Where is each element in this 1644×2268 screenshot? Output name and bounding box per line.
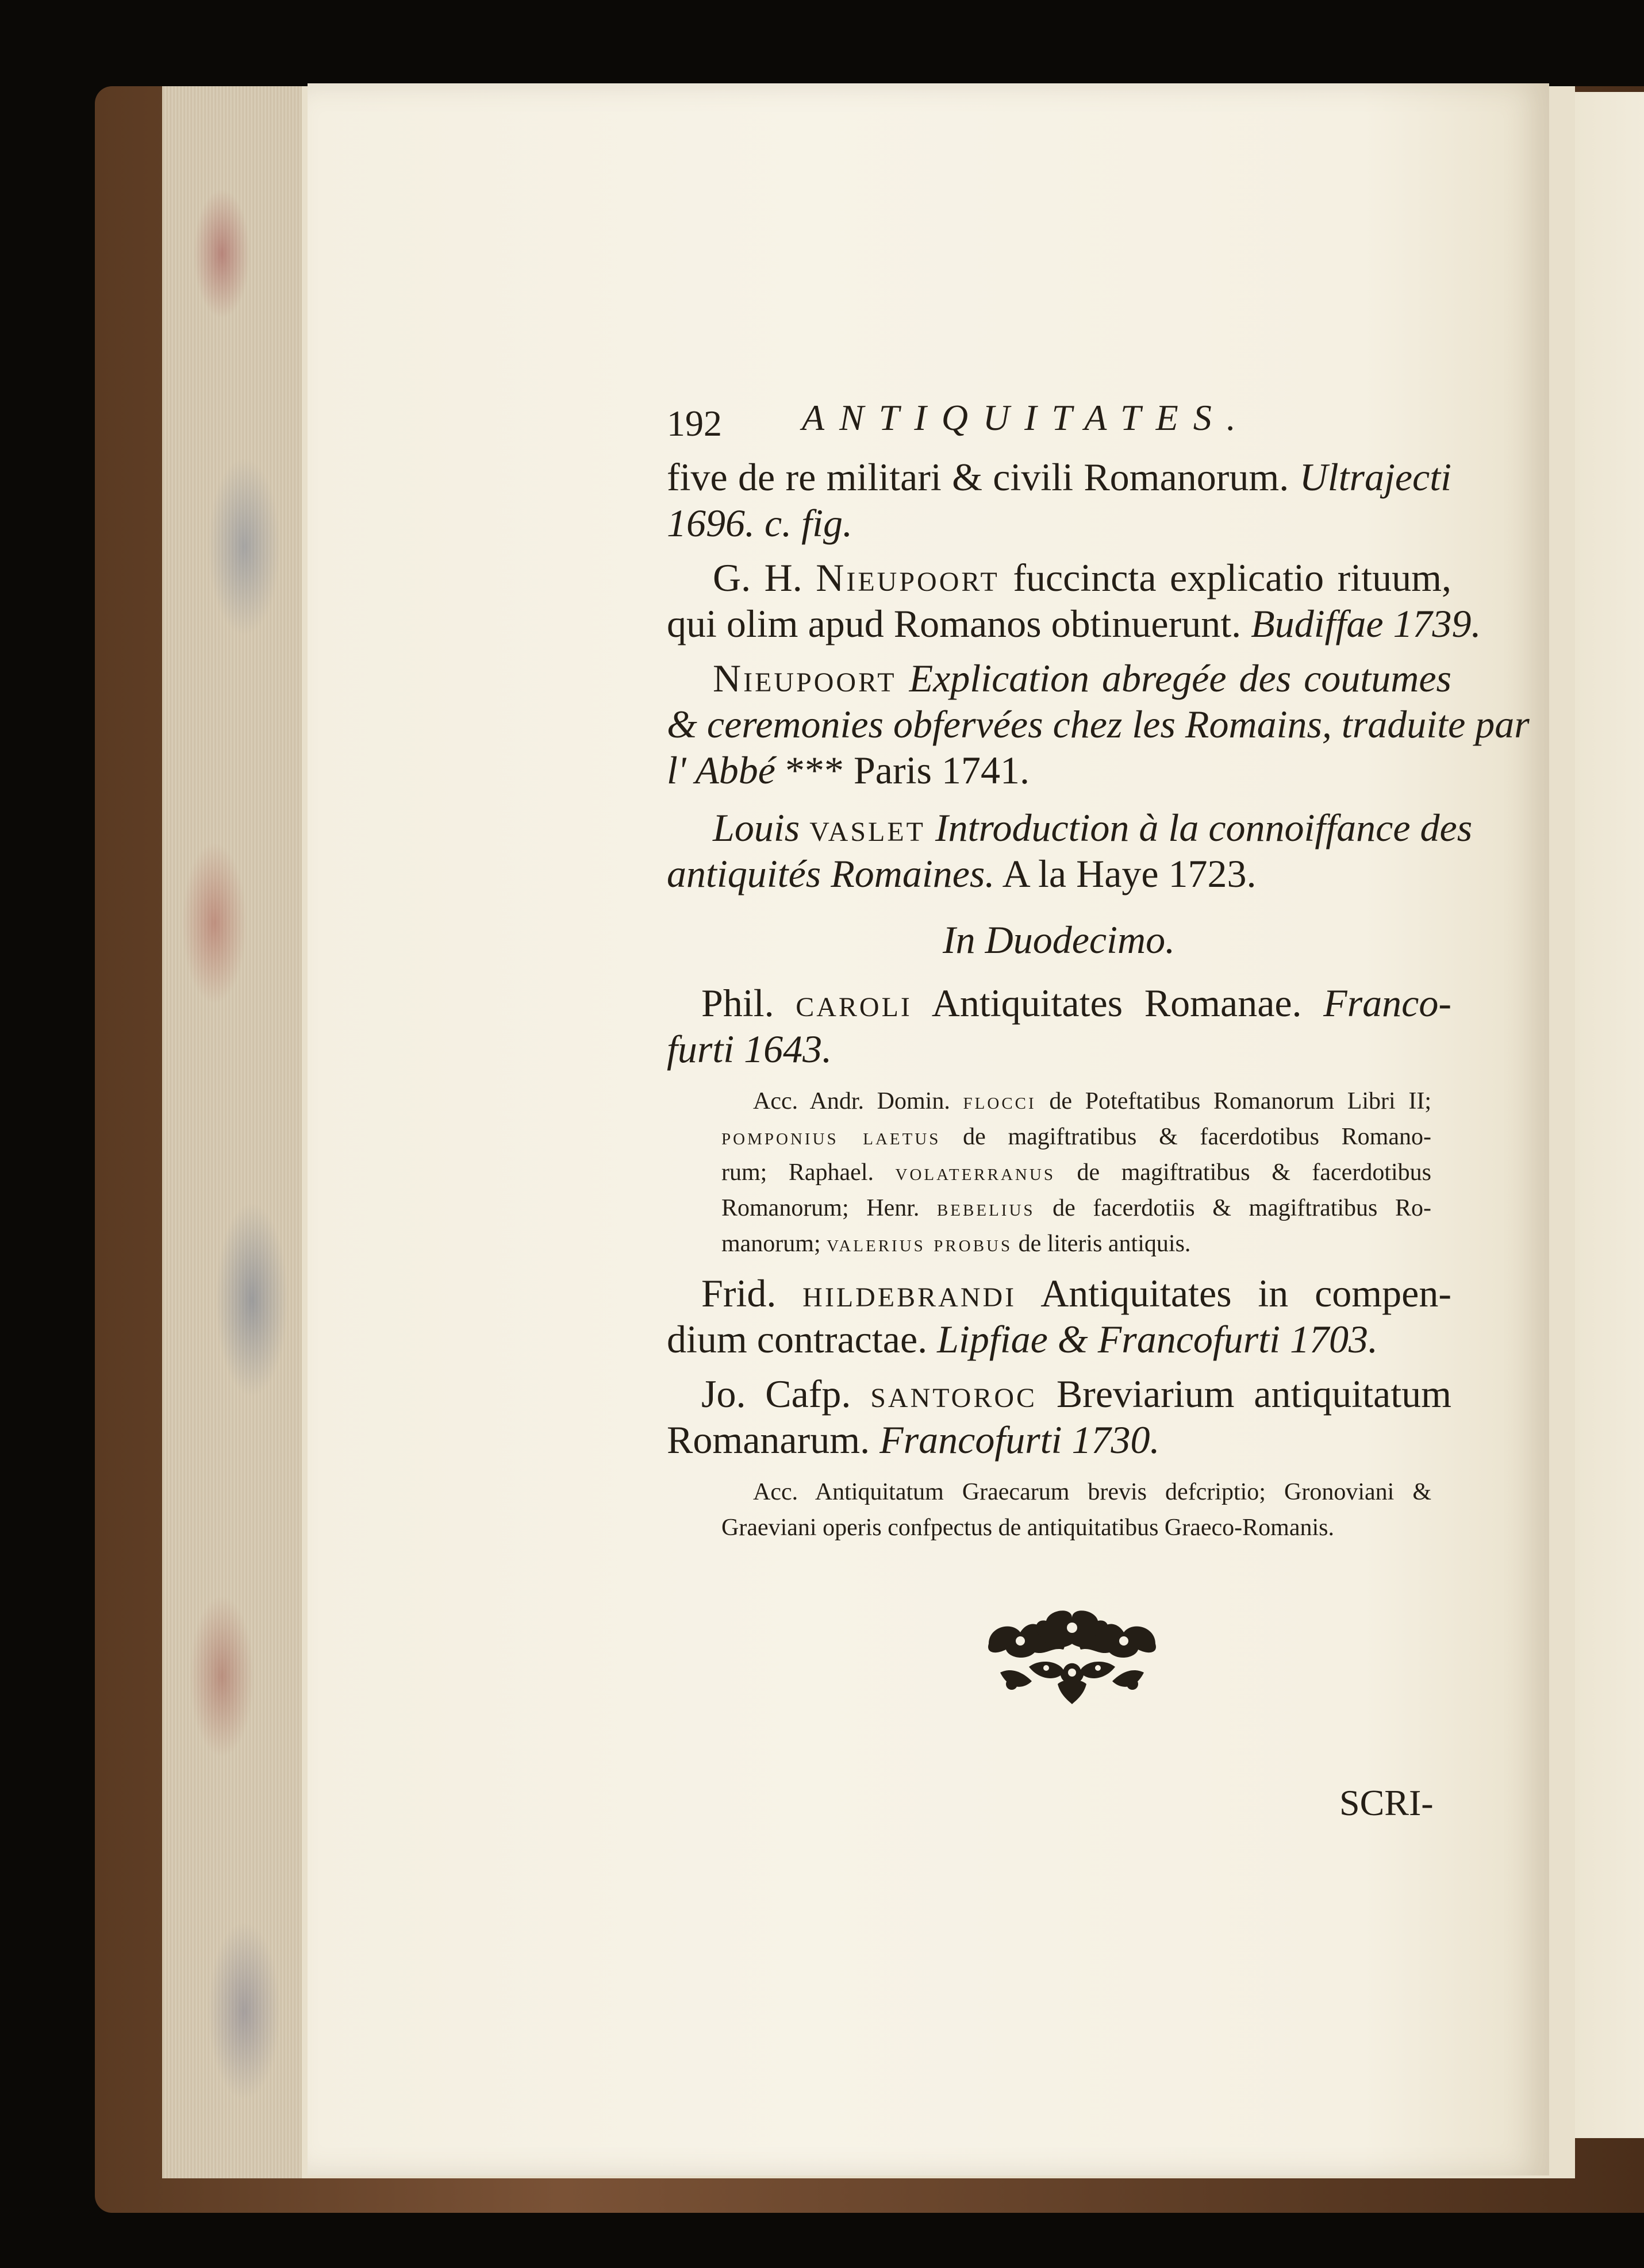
running-title: ANTIQUITATES. (802, 397, 1251, 438)
text-line (667, 980, 1451, 1026)
roman-run: de literis antiquis. (1012, 1231, 1191, 1257)
roman-run: Acc. Andr. Domin. (753, 1088, 963, 1114)
roman-run: de magiftratibus & facerdotibus Romano- (940, 1124, 1431, 1150)
roman-run: Jo. Cafp. (701, 1372, 871, 1416)
text-line (667, 500, 1451, 546)
smallcaps-run: santoroc (870, 1372, 1038, 1416)
roman-run: Antiquitates Romanae. (912, 981, 1324, 1025)
smallcaps-run: caroli (796, 981, 912, 1025)
text-line (667, 454, 1451, 500)
roman-run: Acc. Antiquitatum Graecarum brevis defcriptio; Gronoviani & (753, 1479, 1431, 1505)
roman-run (897, 656, 909, 700)
roman-run: manorum; (721, 1231, 827, 1257)
smallcaps-run: hildebrandi (802, 1271, 1017, 1315)
note-line (721, 1119, 1431, 1155)
catchword: SCRI- (1339, 1782, 1434, 1823)
smallcaps-run: pomponius laetus (721, 1124, 941, 1150)
roman-run: fuccincta explicatio rituum, (999, 556, 1451, 599)
smallcaps-run: vaslet (809, 806, 925, 849)
roman-run: dium contractae. (667, 1317, 938, 1361)
roman-run: A la Haye 1723. (994, 852, 1257, 895)
note-line (753, 1083, 1431, 1119)
roman-run: Romanarum. (667, 1418, 880, 1462)
roman-run: de magiftratibus & facerdotibus (1055, 1159, 1431, 1186)
roman-run (925, 806, 935, 849)
italic-run: Francofurti 1730. (879, 1418, 1160, 1462)
text-line (667, 1417, 1451, 1463)
roman-run: Romanorum; Henr. (721, 1195, 937, 1221)
text-line (667, 1026, 1451, 1072)
marbled-fore-edge (162, 86, 314, 2178)
text-line (667, 701, 1530, 747)
note-line (721, 1155, 1431, 1190)
floral-tailpiece-icon (977, 1604, 1167, 1707)
text-line (667, 1316, 1451, 1362)
roman-run: Breviarium antiquitatum (1037, 1372, 1451, 1416)
italic-run: antiquités Romaines. (667, 852, 995, 895)
text-line (667, 601, 1481, 647)
page-number: 192 (667, 403, 722, 444)
italic-run: & ceremonies obfervées chez les Romains, traduite par (667, 702, 1530, 746)
roman-run: G. H. (713, 556, 816, 599)
roman-run: Phil. (701, 981, 796, 1025)
smallcaps-run: Nieupoort (816, 556, 1000, 599)
italic-run: Lipfiae & Francofurti 1703. (937, 1317, 1378, 1361)
text-line (667, 655, 1451, 701)
italic-run: 1696. c. fig. (667, 501, 852, 545)
text-line (667, 555, 1451, 601)
text-line (667, 805, 1473, 851)
italic-run: Introduction à la connoiffance des (935, 806, 1473, 849)
italic-run: Franco- (1323, 981, 1451, 1025)
italic-run: l' Abbé (667, 748, 775, 792)
roman-run: Antiquitates in compen- (1016, 1271, 1452, 1315)
text-line (667, 851, 1451, 897)
section-heading: In Duodecimo. (943, 918, 1176, 962)
text-line (667, 747, 1451, 793)
smallcaps-run: flocci (963, 1088, 1036, 1114)
roman-run: Frid. (701, 1271, 803, 1315)
italic-run: Explication abregée des coutumes (909, 656, 1451, 700)
roman-run: rum; Raphael. (721, 1159, 896, 1186)
roman-run (800, 806, 809, 849)
italic-run: Budiffae 1739. (1251, 602, 1481, 645)
italic-run: Ultrajecti (1299, 455, 1451, 499)
note-line (721, 1190, 1431, 1226)
text-line (667, 1371, 1451, 1417)
roman-run: Graeviani operis confpectus de antiquitatibus Graeco-Romanis. (721, 1514, 1334, 1541)
smallcaps-run: volaterranus (895, 1159, 1055, 1186)
roman-run: qui olim apud Romanos obtinuerunt. (667, 602, 1251, 645)
roman-run: de Poteftatibus Romanorum Libri II; (1036, 1088, 1431, 1114)
roman-run: de facerdotiis & magiftratibus Ro- (1035, 1195, 1431, 1221)
italic-run: furti 1643. (667, 1027, 832, 1071)
note-line (721, 1510, 1334, 1546)
roman-run: five de re militari & civili Romanorum. (667, 455, 1300, 499)
smallcaps-run: bebelius (936, 1195, 1035, 1221)
text-line (667, 1270, 1451, 1316)
italic-run: Louis (713, 806, 800, 849)
note-line (721, 1226, 1190, 1262)
note-line (753, 1474, 1431, 1510)
roman-run: *** Paris 1741. (775, 748, 1030, 792)
smallcaps-run: Nieupoort (713, 656, 897, 700)
smallcaps-run: valerius probus (827, 1231, 1013, 1257)
